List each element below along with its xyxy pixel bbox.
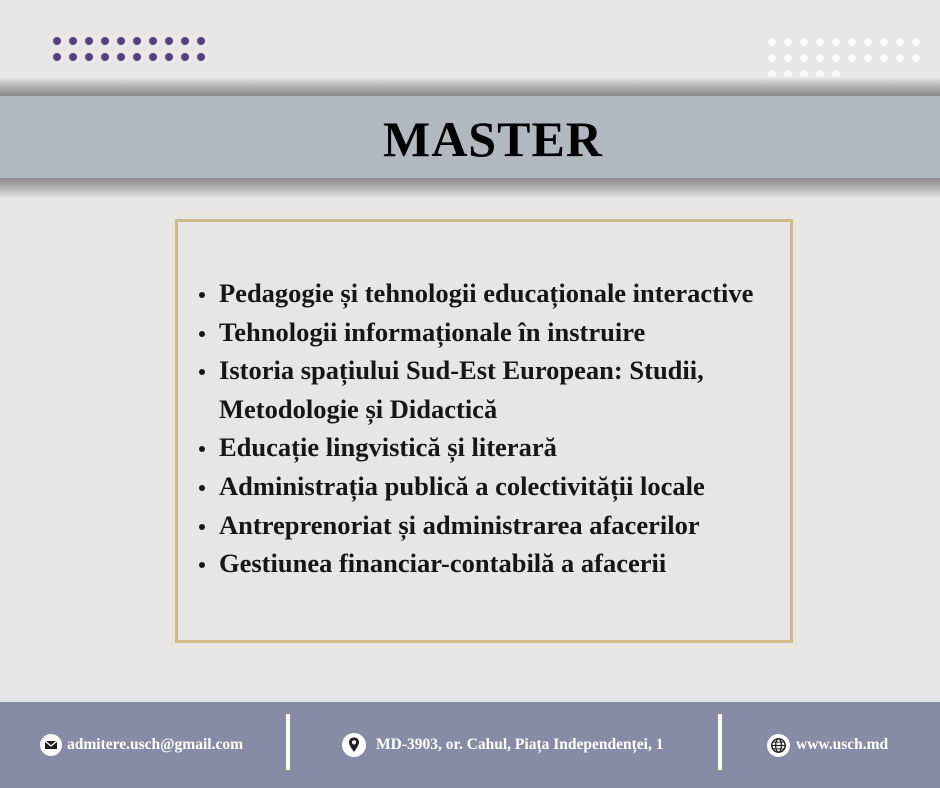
address-text: MD-3903, or. Cahul, Piața Independenței, 1	[376, 736, 664, 753]
footer-divider	[718, 714, 722, 770]
list-item	[196, 544, 753, 583]
master-programs-list	[196, 274, 753, 583]
list-item	[196, 428, 753, 467]
website-contact[interactable]	[767, 702, 888, 788]
program-name: Gestiunea financiar-contabilă a afacerii	[219, 548, 667, 579]
white-dot-pattern	[768, 38, 920, 78]
program-name: Antreprenoriat și administrarea afacerilor	[219, 509, 700, 540]
program-name: Tehnologii informaționale în instruire	[219, 316, 646, 347]
globe-icon	[767, 734, 790, 757]
page-title: MASTER	[383, 111, 603, 167]
list-item	[196, 506, 753, 545]
title-band-bottom-edge	[0, 178, 940, 200]
email-contact[interactable]	[40, 702, 243, 788]
list-item	[196, 351, 739, 428]
email-text: admitere.usch@gmail.com	[67, 736, 243, 753]
program-name: Educație lingvistică și literară	[219, 432, 557, 463]
list-item	[196, 313, 753, 352]
address-contact	[342, 702, 663, 788]
map-pin-icon	[342, 733, 366, 757]
website-text: www.usch.md	[796, 736, 889, 753]
contact-footer	[0, 702, 940, 788]
list-item	[196, 467, 753, 506]
purple-dot-pattern	[53, 37, 205, 61]
title-band-top-edge	[0, 76, 940, 96]
list-item	[196, 274, 753, 313]
envelope-icon	[40, 734, 62, 756]
program-name: Pedagogie și tehnologii educaționale interactive	[219, 278, 754, 308]
footer-divider	[286, 714, 290, 770]
program-name: Istoria spațiului Sud-Est European: Studii, Metodologie și Didactică	[219, 355, 704, 424]
program-name: Administrația publică a colectivității locale	[219, 470, 705, 501]
